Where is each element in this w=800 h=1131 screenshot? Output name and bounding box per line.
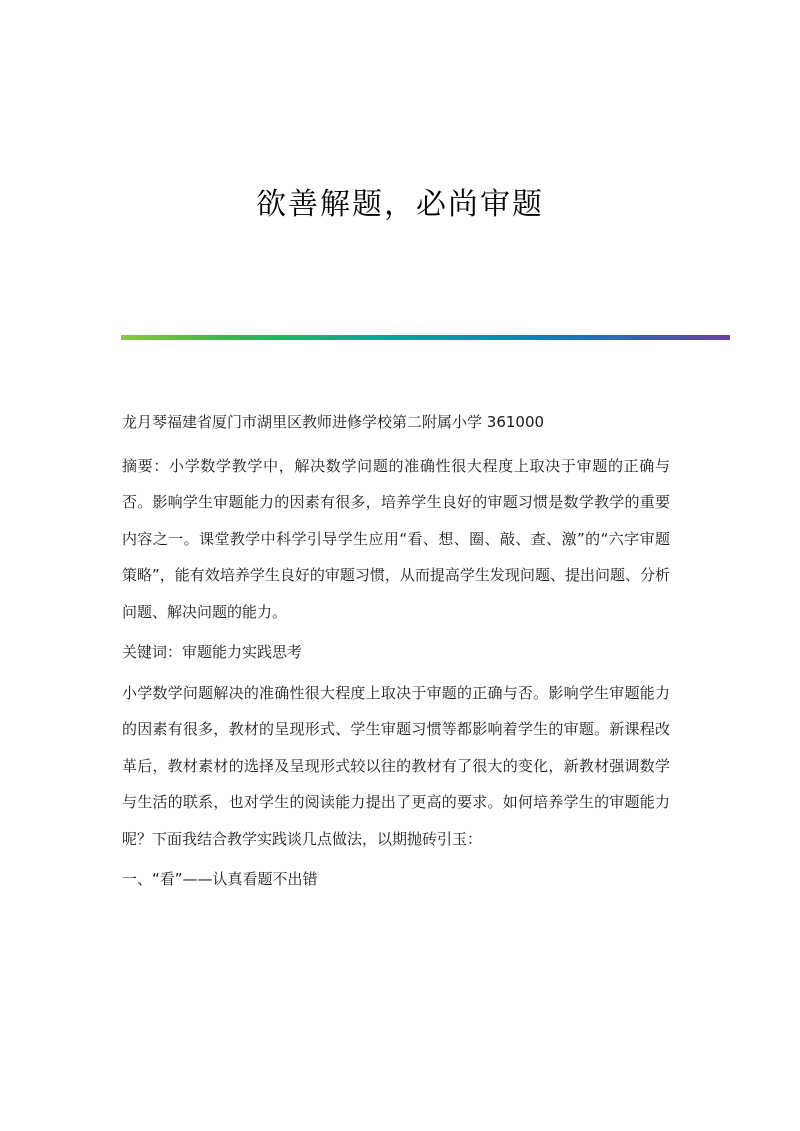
abstract-paragraph: 摘要：小学数学教学中，解决数学问题的准确性很大程度上取决于审题的正确与否。影响学生审题能力的因素有很多，培养学生良好的审题习惯是数学教学的重要内容之一。课堂教学中科学引导学生应用“看、想、圈、敲、查、激”的“六字审题策略”，能有效培养学生良好的审题习惯，从而提高学生发现问题、提出问题、分析问题、解决问题的能力。 (122, 456, 670, 621)
document-body (122, 404, 670, 902)
author-affiliation: 龙月琴福建省厦门市湖里区教师进修学校第二附属小学 361000 (122, 413, 545, 431)
keywords-line: 关键词：审题能力实践思考 (122, 643, 303, 661)
intro-paragraph: 小学数学问题解决的准确性很大程度上取决于审题的正确与否。影响学生审题能力的因素有很多，教材的呈现形式、学生审题习惯等都影响着学生的审题。新课程改革后，教材素材的选择及呈现形式较以往的教材有了很大的变化，新教材强调数学与生活的联系，也对学生的阅读能力提出了更高的要求。如何培养学生的审题能力呢？下面我结合教学实践谈几点做法，以期抛砖引玉： (122, 683, 670, 848)
title-divider (121, 335, 730, 340)
section-heading: 一、“看”——认真看题不出错 (122, 870, 318, 888)
document-title: 欲善解题，必尚审题 (256, 187, 544, 222)
